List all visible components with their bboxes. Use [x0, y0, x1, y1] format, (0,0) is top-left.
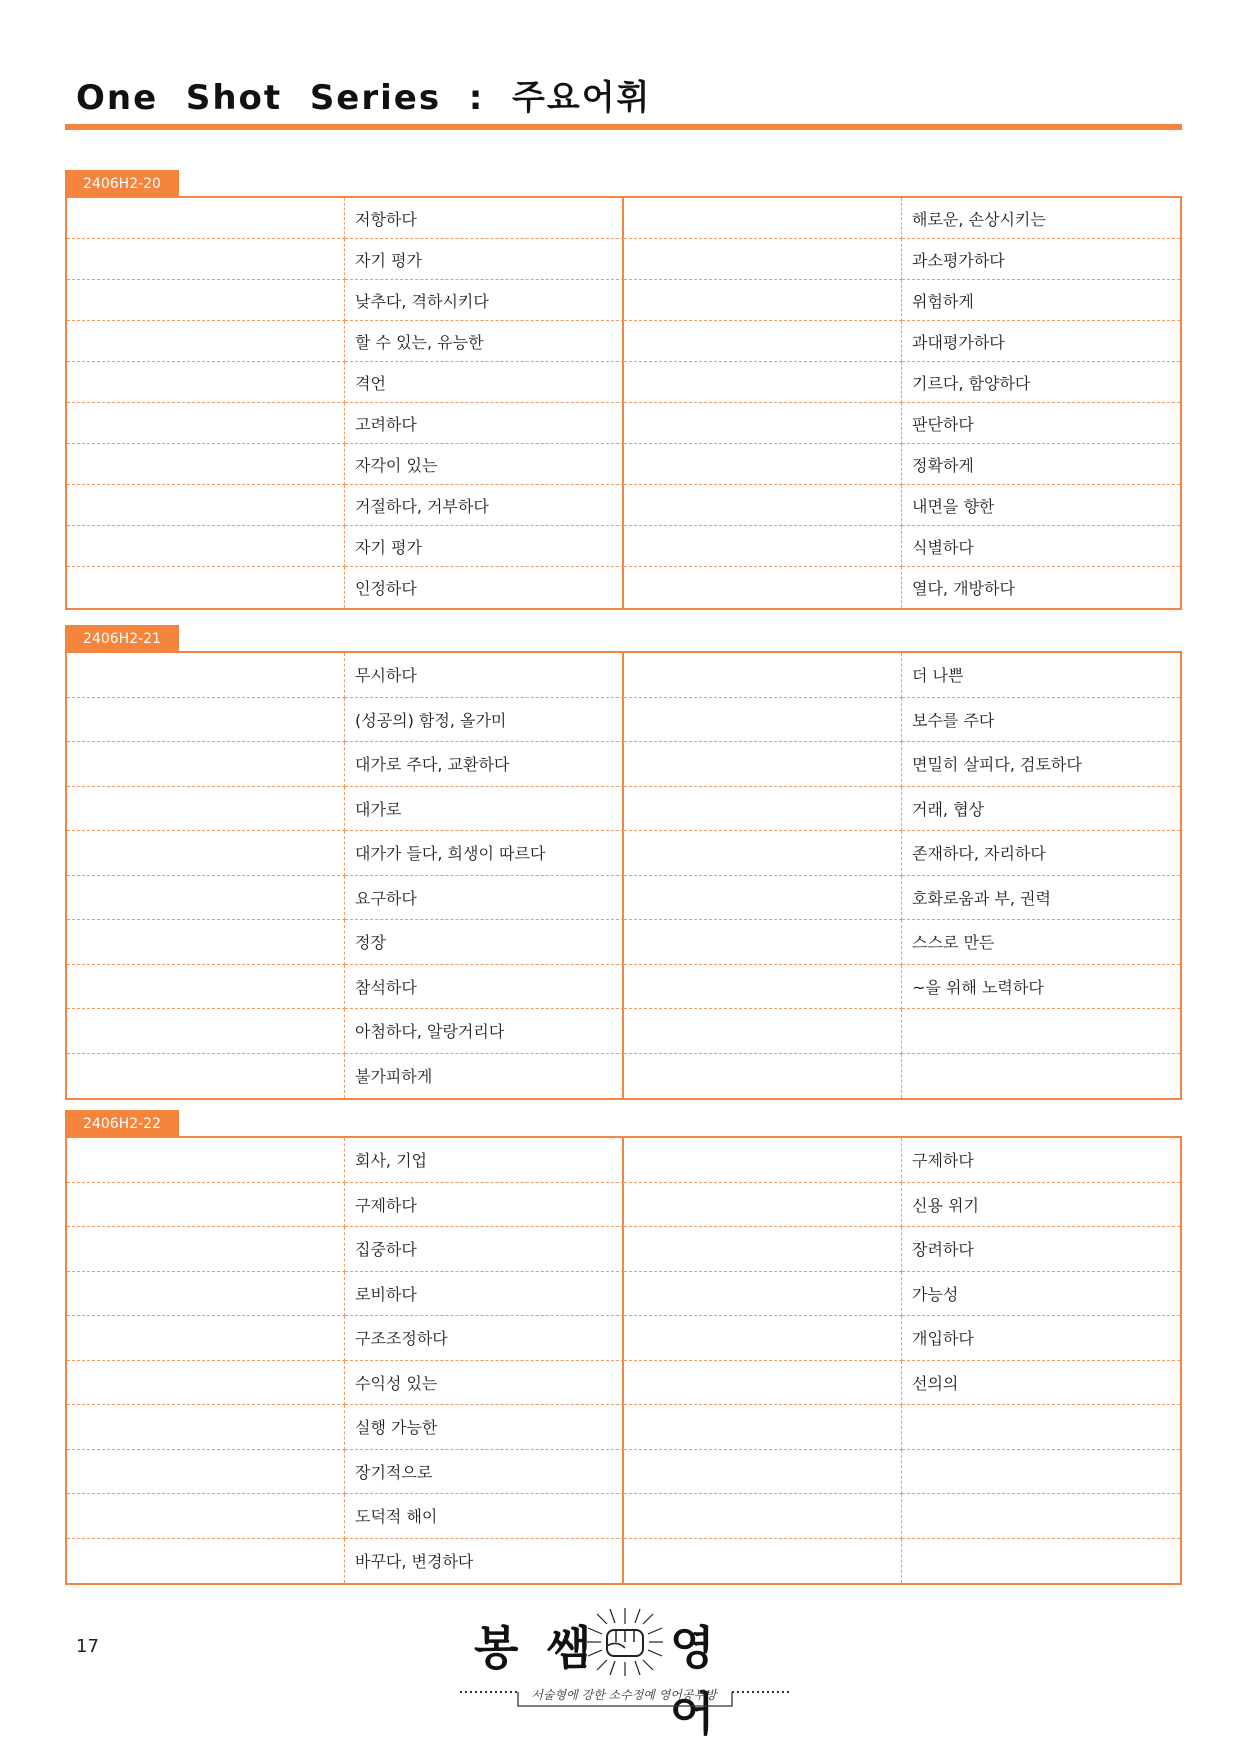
meaning-left: 대가가 들다, 희생이 따르다	[345, 831, 624, 876]
word-blank-left	[67, 1272, 345, 1317]
vocab-table	[65, 196, 1182, 610]
meaning-left: 저항하다	[345, 198, 624, 239]
word-blank-left	[67, 526, 345, 567]
meaning-right	[902, 1009, 1180, 1054]
word-blank-left	[67, 485, 345, 526]
meaning-left: 고려하다	[345, 403, 624, 444]
meaning-right	[902, 1494, 1180, 1539]
word-blank-left	[67, 198, 345, 239]
word-blank-right	[624, 362, 902, 403]
meaning-left: 인정하다	[345, 567, 624, 608]
meaning-right: 스스로 만든	[902, 920, 1180, 965]
word-blank-left	[67, 1361, 345, 1406]
meaning-left: 자각이 있는	[345, 444, 624, 485]
meaning-right: 판단하다	[902, 403, 1180, 444]
meaning-left: 집중하다	[345, 1227, 624, 1272]
meaning-right	[902, 1405, 1180, 1450]
word-blank-right	[624, 698, 902, 743]
meaning-right: 내면을 향한	[902, 485, 1180, 526]
word-blank-right	[624, 1054, 902, 1099]
word-blank-left	[67, 698, 345, 743]
word-blank-right	[624, 280, 902, 321]
meaning-right: 선의의	[902, 1361, 1180, 1406]
word-blank-left	[67, 239, 345, 280]
meaning-right: 과대평가하다	[902, 321, 1180, 362]
word-blank-left	[67, 362, 345, 403]
word-blank-left	[67, 567, 345, 608]
brand-name-left: 봉 쌤	[474, 1621, 597, 1675]
word-blank-left	[67, 653, 345, 698]
meaning-right: 면밀히 살피다, 검토하다	[902, 742, 1180, 787]
word-blank-right	[624, 321, 902, 362]
meaning-left: 자기 평가	[345, 239, 624, 280]
word-blank-right	[624, 920, 902, 965]
meaning-left: 대가로 주다, 교환하다	[345, 742, 624, 787]
word-blank-right	[624, 1405, 902, 1450]
word-blank-right	[624, 1227, 902, 1272]
meaning-right: 존재하다, 자리하다	[902, 831, 1180, 876]
meaning-left: 정장	[345, 920, 624, 965]
word-blank-left	[67, 876, 345, 921]
meaning-left: 도덕적 해이	[345, 1494, 624, 1539]
word-blank-left	[67, 280, 345, 321]
vocab-table	[65, 1136, 1182, 1585]
word-blank-right	[624, 1138, 902, 1183]
meaning-right: 구제하다	[902, 1138, 1180, 1183]
meaning-right: 호화로움과 부, 권력	[902, 876, 1180, 921]
word-blank-right	[624, 653, 902, 698]
word-blank-right	[624, 1272, 902, 1317]
meaning-left: 구조조정하다	[345, 1316, 624, 1361]
word-blank-left	[67, 1539, 345, 1584]
word-blank-left	[67, 787, 345, 832]
word-blank-left	[67, 965, 345, 1010]
meaning-right: 기르다, 함양하다	[902, 362, 1180, 403]
meaning-right: 정확하게	[902, 444, 1180, 485]
word-blank-right	[624, 1450, 902, 1495]
word-blank-left	[67, 1138, 345, 1183]
meaning-left: (성공의) 함정, 올가미	[345, 698, 624, 743]
word-blank-left	[67, 1316, 345, 1361]
meaning-left: 대가로	[345, 787, 624, 832]
fist-icon	[585, 1606, 665, 1678]
word-blank-right	[624, 239, 902, 280]
word-blank-left	[67, 1227, 345, 1272]
meaning-right: 보수를 주다	[902, 698, 1180, 743]
page-title: One Shot Series : 주요어휘	[76, 78, 652, 118]
meaning-right: 신용 위기	[902, 1183, 1180, 1228]
meaning-left: 참석하다	[345, 965, 624, 1010]
brand-slogan-frame	[460, 1682, 790, 1712]
word-blank-right	[624, 1316, 902, 1361]
title-rule	[65, 124, 1182, 130]
word-blank-left	[67, 1054, 345, 1099]
meaning-left: 아첨하다, 알랑거리다	[345, 1009, 624, 1054]
word-blank-right	[624, 1009, 902, 1054]
meaning-right	[902, 1539, 1180, 1584]
meaning-right: 식별하다	[902, 526, 1180, 567]
meaning-left: 격언	[345, 362, 624, 403]
word-blank-right	[624, 742, 902, 787]
meaning-left: 자기 평가	[345, 526, 624, 567]
meaning-left: 불가피하게	[345, 1054, 624, 1099]
word-blank-left	[67, 1450, 345, 1495]
word-blank-right	[624, 526, 902, 567]
word-blank-left	[67, 742, 345, 787]
meaning-right: 가능성	[902, 1272, 1180, 1317]
meaning-left: 수익성 있는	[345, 1361, 624, 1406]
meaning-left: 할 수 있는, 유능한	[345, 321, 624, 362]
meaning-left: 무시하다	[345, 653, 624, 698]
word-blank-right	[624, 876, 902, 921]
meaning-left: 실행 가능한	[345, 1405, 624, 1450]
brand-logo	[460, 1612, 790, 1741]
meaning-right: 열다, 개방하다	[912, 579, 1015, 598]
brand-slogan: 서술형에 강한 소수정예 영어공부방	[531, 1688, 717, 1702]
meaning-right: ~을 위해 노력하다	[902, 965, 1180, 1010]
page-number: 17	[76, 1636, 99, 1657]
meaning-right: 거래, 협상	[902, 787, 1180, 832]
meaning-left: 로비하다	[345, 1272, 624, 1317]
word-blank-left	[67, 1183, 345, 1228]
word-blank-right	[624, 787, 902, 832]
meaning-right: 과소평가하다	[902, 239, 1180, 280]
section-tag: 2406H2-21	[65, 625, 179, 652]
meaning-left: 낮추다, 격하시키다	[345, 280, 624, 321]
word-blank-right	[624, 403, 902, 444]
section-tag: 2406H2-22	[65, 1110, 179, 1137]
meaning-left: 구제하다	[345, 1183, 624, 1228]
word-blank-right	[624, 444, 902, 485]
word-blank-right	[624, 965, 902, 1010]
meaning-right: 해로운, 손상시키는	[902, 198, 1180, 239]
word-blank-left	[67, 831, 345, 876]
meaning-left: 바꾸다, 변경하다	[345, 1539, 624, 1584]
meaning-right: 위험하게	[902, 280, 1180, 321]
word-blank-right	[624, 198, 902, 239]
meaning-right	[902, 1450, 1180, 1495]
word-blank-right	[624, 485, 902, 526]
word-blank-left	[67, 920, 345, 965]
meaning-left: 요구하다	[345, 876, 624, 921]
vocab-table	[65, 651, 1182, 1100]
word-blank-right	[624, 1539, 902, 1584]
word-blank-left	[67, 1009, 345, 1054]
meaning-left: 장기적으로	[345, 1450, 624, 1495]
word-blank-right	[624, 567, 902, 608]
meaning-left: 회사, 기업	[345, 1138, 624, 1183]
word-blank-left	[67, 1405, 345, 1450]
word-blank-right	[624, 831, 902, 876]
meaning-right: 개입하다	[902, 1316, 1180, 1361]
meaning-left: 거절하다, 거부하다	[345, 485, 624, 526]
word-blank-left	[67, 444, 345, 485]
meaning-right	[902, 1054, 1180, 1099]
word-blank-right	[624, 1494, 902, 1539]
word-blank-right	[624, 1361, 902, 1406]
word-blank-left	[67, 403, 345, 444]
word-blank-left	[67, 1494, 345, 1539]
meaning-right: 더 나쁜	[902, 653, 1180, 698]
meaning-right: 장려하다	[902, 1227, 1180, 1272]
word-blank-right	[624, 1183, 902, 1228]
section-tag: 2406H2-20	[65, 170, 179, 197]
word-blank-left	[67, 321, 345, 362]
brand-name-right: 영 어	[670, 1621, 721, 1741]
